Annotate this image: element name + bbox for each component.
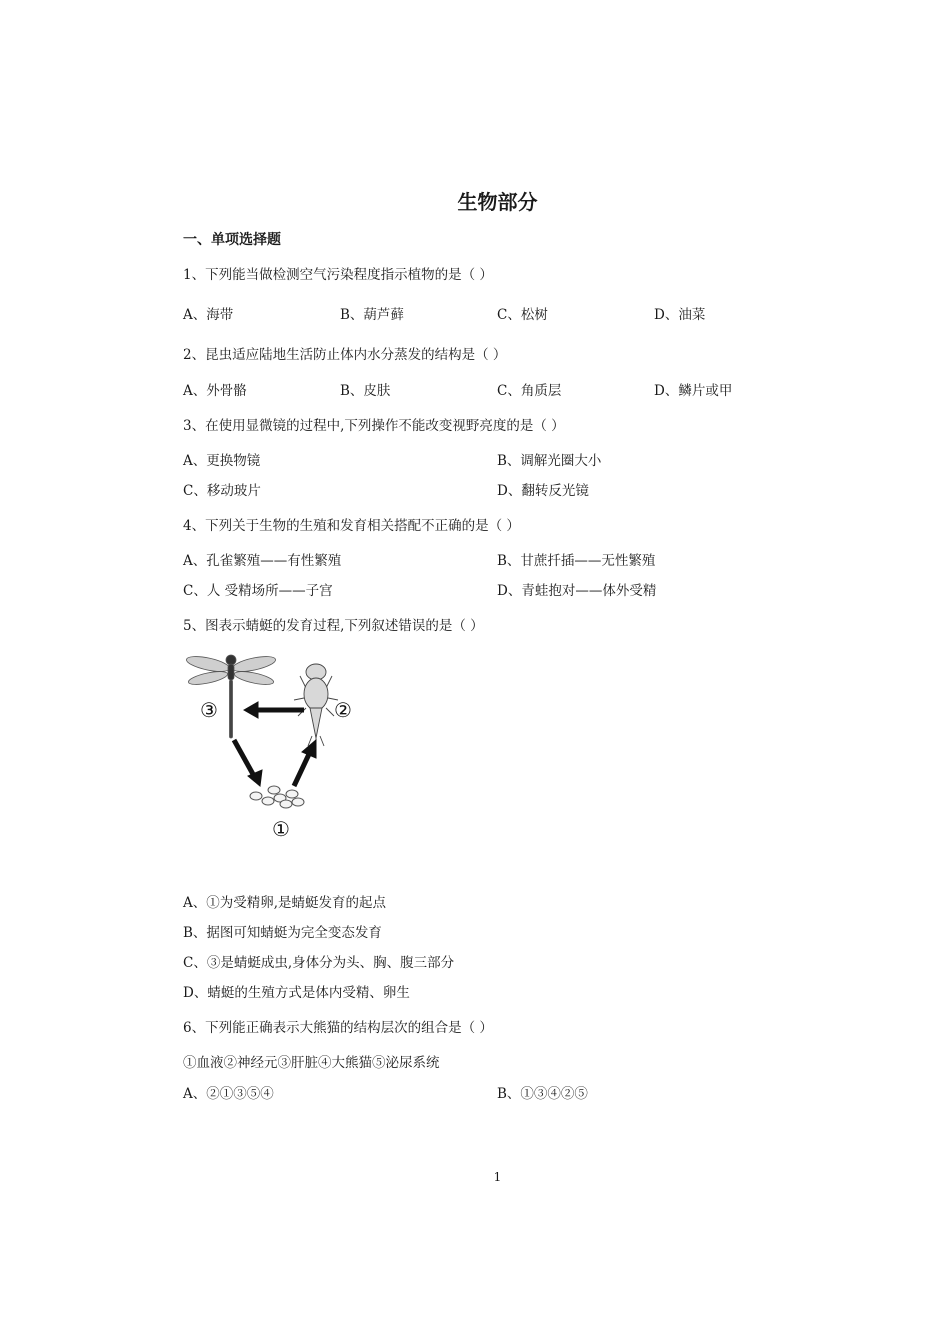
dragonfly-adult-icon bbox=[186, 654, 277, 738]
q6-option-a: A、②①③⑤④ bbox=[183, 1086, 274, 1102]
page-number: 1 bbox=[493, 1170, 502, 1184]
q5-option-d: D、蜻蜓的生殖方式是体内受精、卵生 bbox=[183, 985, 410, 1001]
q3-option-c: C、移动玻片 bbox=[183, 483, 261, 499]
q1-option-a: A、海带 bbox=[183, 307, 234, 323]
q5-option-c: C、③是蜻蜓成虫,身体分为头、胸、腹三部分 bbox=[183, 955, 455, 971]
question-3-stem: 3、在使用显微镜的过程中,下列操作不能改变视野亮度的是（ ） bbox=[183, 418, 565, 434]
eggs-icon bbox=[250, 786, 304, 808]
q2-option-a: A、外骨骼 bbox=[183, 383, 247, 399]
question-2-stem: 2、昆虫适应陆地生活防止体内水分蒸发的结构是（ ） bbox=[183, 347, 507, 363]
label-egg: ① bbox=[272, 817, 290, 841]
page-title: 生物部分 bbox=[457, 190, 538, 214]
q1-option-d: D、油菜 bbox=[654, 307, 706, 323]
q4-option-c: C、人 受精场所——子宫 bbox=[183, 583, 333, 599]
dragonfly-nymph-icon bbox=[294, 664, 338, 748]
q2-option-b: B、皮肤 bbox=[340, 383, 391, 399]
q1-option-b: B、葫芦藓 bbox=[340, 307, 404, 323]
q4-option-a: A、孔雀繁殖——有性繁殖 bbox=[183, 553, 342, 569]
q4-option-b: B、甘蔗扦插——无性繁殖 bbox=[497, 553, 656, 569]
q2-option-d: D、鳞片或甲 bbox=[654, 383, 733, 399]
q6-option-b: B、①③④②⑤ bbox=[497, 1086, 588, 1102]
dragonfly-life-cycle-figure bbox=[186, 648, 366, 848]
cycle-arrows bbox=[234, 702, 316, 786]
q5-option-a: A、①为受精卵,是蜻蜓发育的起点 bbox=[183, 895, 387, 911]
question-6-items: ①血液②神经元③肝脏④大熊猫⑤泌尿系统 bbox=[183, 1055, 440, 1071]
q3-option-b: B、调解光圈大小 bbox=[497, 453, 602, 469]
q3-option-a: A、更换物镜 bbox=[183, 453, 261, 469]
q5-option-b: B、据图可知蜻蜓为完全变态发育 bbox=[183, 925, 382, 941]
question-6-stem: 6、下列能正确表示大熊猫的结构层次的组合是（ ） bbox=[183, 1020, 493, 1036]
q2-option-c: C、角质层 bbox=[497, 383, 562, 399]
question-1-stem: 1、下列能当做检测空气污染程度指示植物的是（ ） bbox=[183, 267, 493, 283]
question-4-stem: 4、下列关于生物的生殖和发育相关搭配不正确的是（ ） bbox=[183, 518, 520, 534]
label-adult: ③ bbox=[200, 698, 218, 722]
question-5-stem: 5、图表示蜻蜓的发育过程,下列叙述错误的是（ ） bbox=[183, 618, 484, 634]
section-heading: 一、单项选择题 bbox=[183, 232, 281, 248]
figure-labels bbox=[200, 698, 352, 841]
label-nymph: ② bbox=[334, 698, 352, 722]
q3-option-d: D、翻转反光镜 bbox=[497, 483, 589, 499]
q1-option-c: C、松树 bbox=[497, 307, 548, 323]
q4-option-d: D、青蛙抱对——体外受精 bbox=[497, 583, 657, 599]
